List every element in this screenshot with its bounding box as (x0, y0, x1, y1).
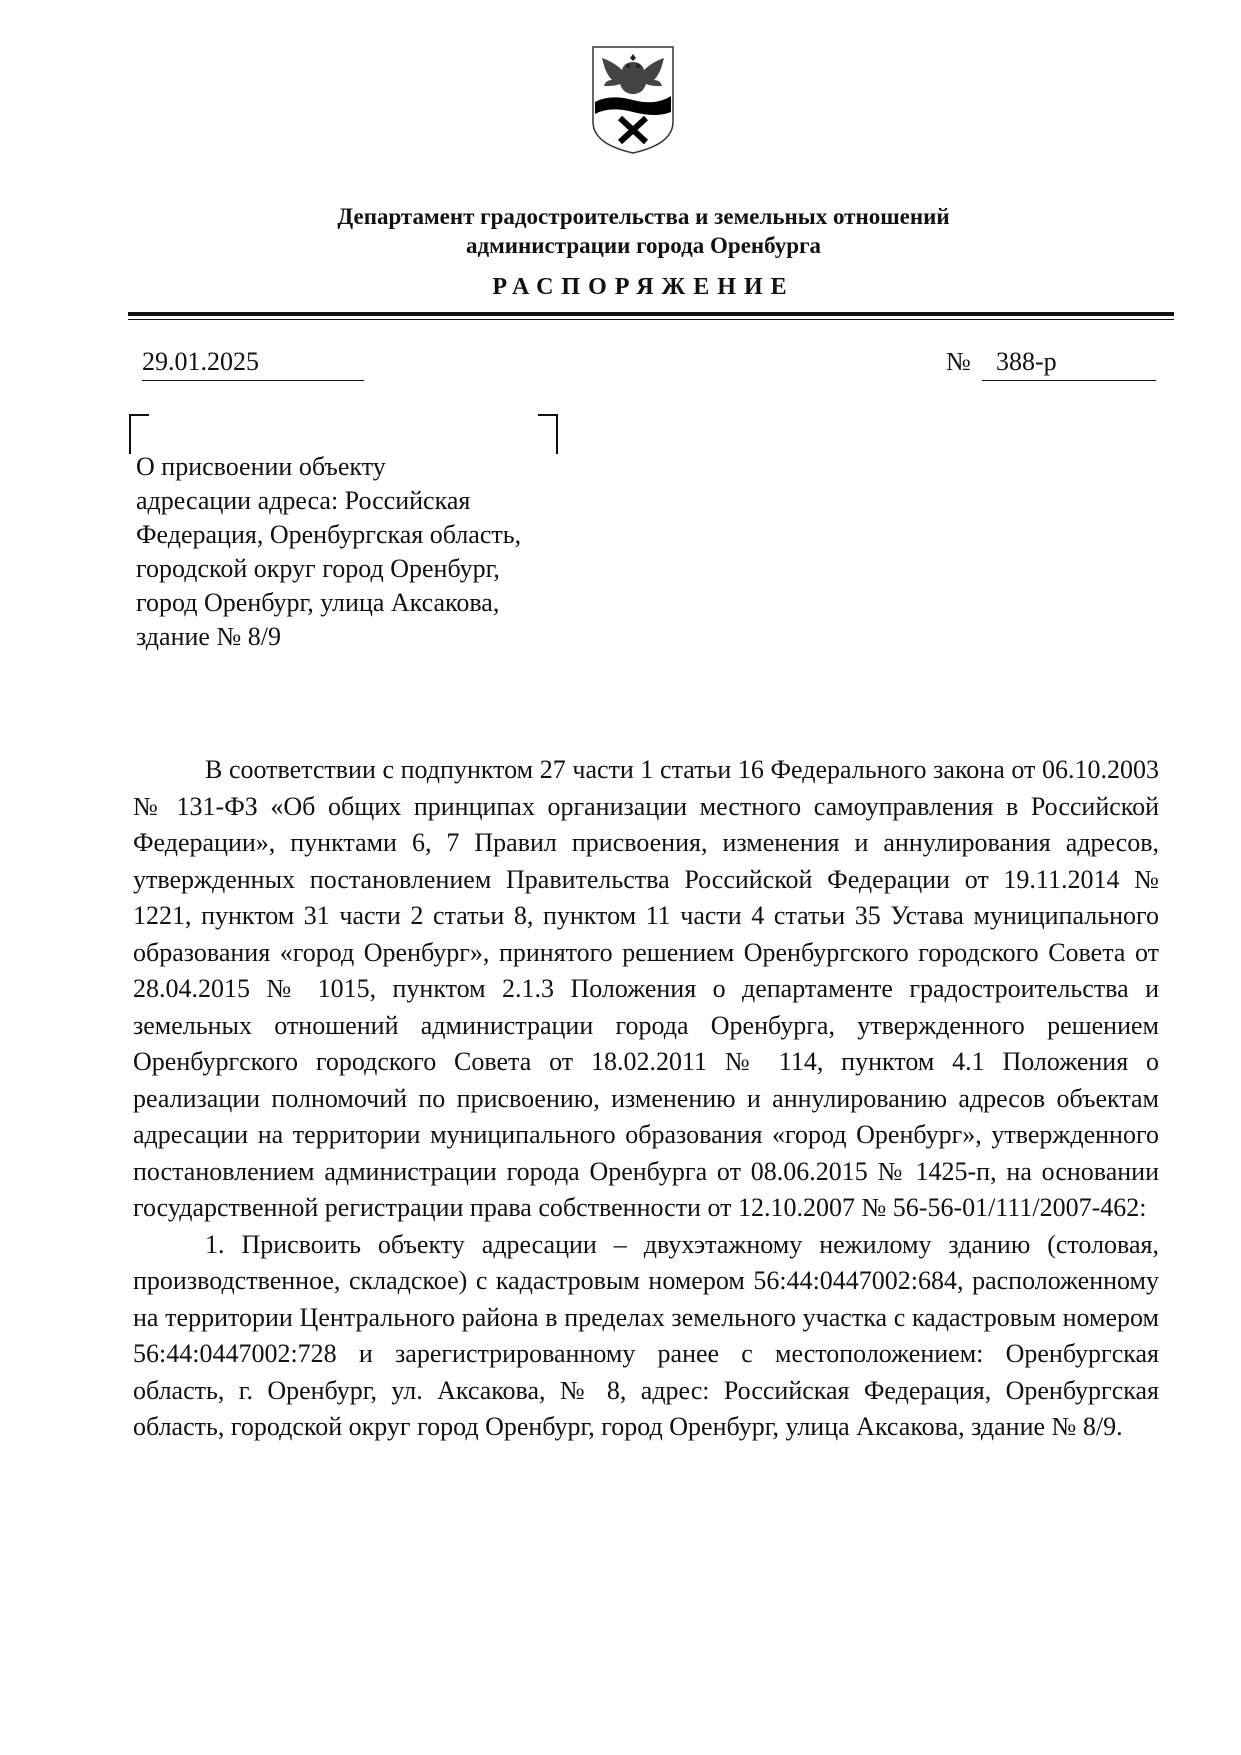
document-number: 388-р (996, 347, 1057, 376)
header-divider-thin (128, 319, 1174, 320)
organization-name (0, 202, 1241, 260)
body-paragraph-item-1: 1. Присвоить объекту адресации – двухэтажному нежилому зданию (столовая, производственное, складское) с кадастровым номером 56:44:0447002:684, расположенному на территории Центрального района в пределах земельного участка с кадастровым номером 56:44:0447002:728 и зарегистрированному ранее с местоположением: Оренбургская область, г. Оренбург, ул. Аксакова, № 8, адрес: Российская Федерация, Оренбургская область, городской округ город Оренбург, город Оренбург, улица Аксакова, здание № 8/9. (133, 1229, 1159, 1441)
subject-line: городской округ город Оренбург, (136, 554, 500, 583)
date-underline (142, 380, 364, 381)
document-subject (136, 450, 521, 654)
document-date: 29.01.2025 (142, 347, 259, 376)
subject-line: Федерация, Оренбургская область, (136, 520, 522, 549)
document-body (133, 752, 1159, 1446)
number-sign: № (946, 347, 971, 376)
subject-line: город Оренбург, улица Аксакова, (136, 588, 500, 617)
subject-corner-right (538, 414, 558, 454)
org-line-2: администрации города Оренбурга (465, 233, 822, 258)
subject-line: адресации адреса: Российская (136, 486, 471, 515)
header-divider-thick (128, 312, 1174, 316)
document-type: РАСПОРЯЖЕНИЕ (492, 274, 795, 300)
coat-of-arms-icon (590, 44, 676, 156)
subject-line: здание № 8/9 (136, 622, 281, 651)
org-line-1: Департамент градостроительства и земельных отношений (337, 204, 950, 229)
body-paragraph-preamble: В соответствии с подпунктом 27 части 1 статьи 16 Федерального закона от 06.10.2003 № 131-ФЗ «Об общих принципах организации местного самоуправления в Российской Федерации», пунктами 6, 7 Правил присвоения, изменения и аннулирования адресов, утвержденных постановлением Правительства Российской Федерации от 19.11.2014 № 1221, пунктом 31 части 2 статьи 8, пунктом 11 части 4 статьи 35 Устава муниципального образования «город Оренбург», принятого решением Оренбургского городского Совета от 28.04.2015 № 1015, пунктом 2.1.3 Положения о департаменте градостроительства и земельных отношений администрации города Оренбурга, утвержденного решением Оренбургского городского Совета от 18.02.2011 № 114, пунктом 4.1 Положения о реализации полномочий по присвоению, изменению и аннулированию адресов объектам адресации на территории муниципального образования «город Оренбург», утвержденного постановлением администрации города Оренбурга от 08.06.2015 № 1425-п, на основании государственной регистрации права собственности от 12.10.2007 № 56-56-01/111/2007-462: (133, 755, 1159, 1222)
subject-corner-left (129, 414, 149, 454)
subject-line: О присвоении объекту (136, 452, 386, 481)
number-underline (982, 380, 1156, 381)
